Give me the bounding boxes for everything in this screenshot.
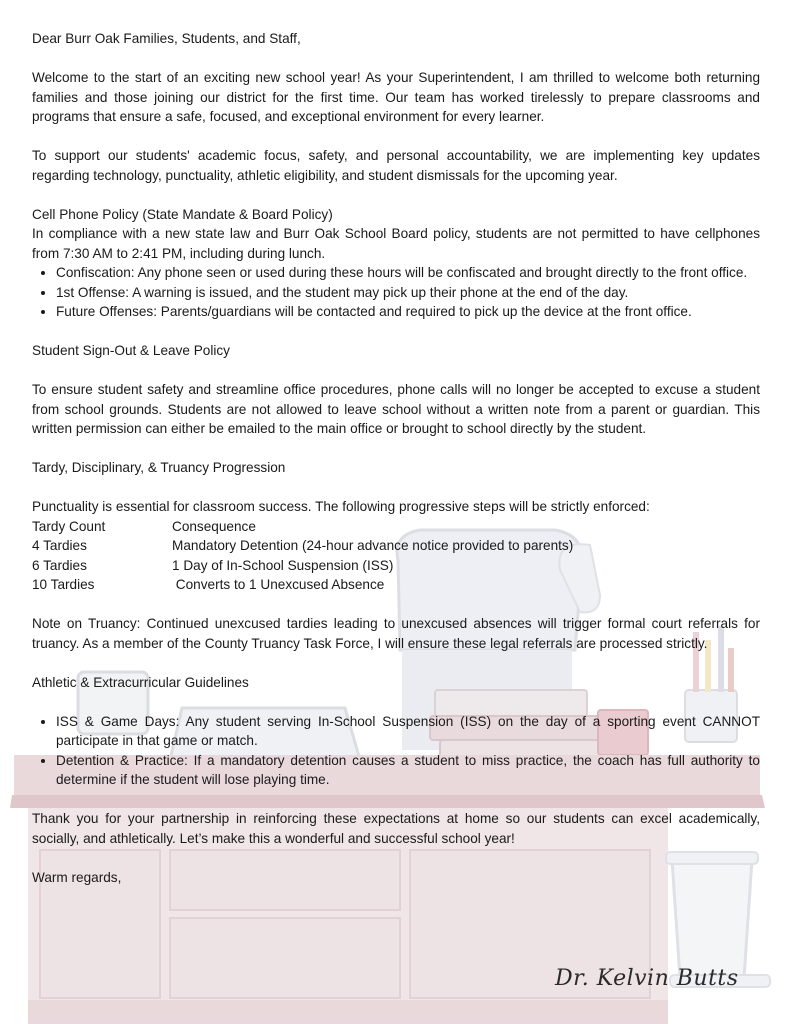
intro-paragraph: Welcome to the start of an exciting new school year! As your Superintendent, I am thrilled to welcome both returning families and those joining our district for the first time. Our team has worked tirelessly to prepare classrooms and programs that ensure a safe, focused, and exceptional environment for every learner. bbox=[32, 70, 760, 124]
table-cell: 4 Tardies bbox=[32, 538, 87, 553]
table-cell: Converts to 1 Unexcused Absence bbox=[172, 577, 385, 592]
list-item: • Detention & Practice: If a mandatory detention causes a student to miss practice, the coach has full authority to determine if the student will lose playing time. bbox=[56, 751, 760, 790]
athletic-heading: Athletic & Extracurricular Guidelines bbox=[32, 674, 249, 690]
greeting: Dear Burr Oak Families, Students, and Staff, bbox=[32, 31, 301, 46]
letter-body bbox=[32, 29, 760, 887]
list-item: • 1st Offense: A warning is issued, and the student may pick up their phone at the end of the day. bbox=[56, 283, 760, 303]
table-row bbox=[32, 536, 760, 556]
table-row bbox=[32, 575, 760, 595]
list-item: • Future Offenses: Parents/guardians will be contacted and required to pick up the device at the front office. bbox=[56, 302, 760, 322]
table-header: Tardy Count bbox=[32, 518, 106, 534]
table-header-row bbox=[32, 517, 760, 537]
signout-heading: Student Sign-Out & Leave Policy bbox=[32, 343, 230, 358]
table-cell: 6 Tardies bbox=[32, 557, 87, 573]
tardy-intro: Punctuality is essential for classroom success. The following progressive steps will be strictly enforced: bbox=[32, 499, 650, 514]
phone-policy-list bbox=[32, 263, 760, 322]
table-header: Consequence bbox=[172, 518, 256, 534]
closing-paragraph: Thank you for your partnership in reinforcing these expectations at home so our students can excel academically, socially, and athletically. Let’s make this a wonderful and successful school year! bbox=[32, 811, 760, 846]
phone-policy-heading: Cell Phone Policy (State Mandate & Board Policy) bbox=[32, 206, 333, 222]
truancy-note: Note on Truancy: Continued unexcused tardies leading to unexcused absences will trigger formal court referrals for truancy. As a member of the County Truancy Task Force, I will ensure these legal referrals are processed strictly. bbox=[32, 616, 760, 651]
table-cell: 1 Day of In-School Suspension (ISS) bbox=[172, 557, 394, 573]
list-item: • ISS & Game Days: Any student serving In-School Suspension (ISS) on the day of a sporting event CANNOT participate in that game or match. bbox=[56, 712, 760, 751]
intro-paragraph-2: To support our students' academic focus, safety, and personal accountability, we are implementing key updates regarding technology, punctuality, athletic eligibility, and student dismissals for the upcoming year. bbox=[32, 148, 760, 183]
signoff: Warm regards, bbox=[32, 869, 122, 885]
table-cell: Mandatory Detention (24-hour advance notice provided to parents) bbox=[172, 538, 574, 553]
table-row bbox=[32, 556, 760, 576]
phone-policy-body: In compliance with a new state law and Burr Oak School Board policy, students are not permitted to have cellphones from 7:30 AM to 2:41 PM, including during lunch. bbox=[32, 226, 760, 261]
list-item: • Confiscation: Any phone seen or used during these hours will be confiscated and brought directly to the front office. bbox=[56, 263, 760, 283]
tardy-table bbox=[32, 517, 760, 595]
signout-body: To ensure student safety and streamline office procedures, phone calls will no longer be accepted to excuse a student from school grounds. Students are not allowed to leave school without a written note from a parent or guardian. This written permission can either be emailed to the main office or brought to school directly by the student. bbox=[32, 382, 760, 436]
table-cell: 10 Tardies bbox=[32, 577, 95, 592]
tardy-heading: Tardy, Disciplinary, & Truancy Progression bbox=[32, 460, 286, 475]
athletic-list bbox=[32, 712, 760, 790]
signature: Dr. Kelvin Butts bbox=[555, 966, 739, 991]
